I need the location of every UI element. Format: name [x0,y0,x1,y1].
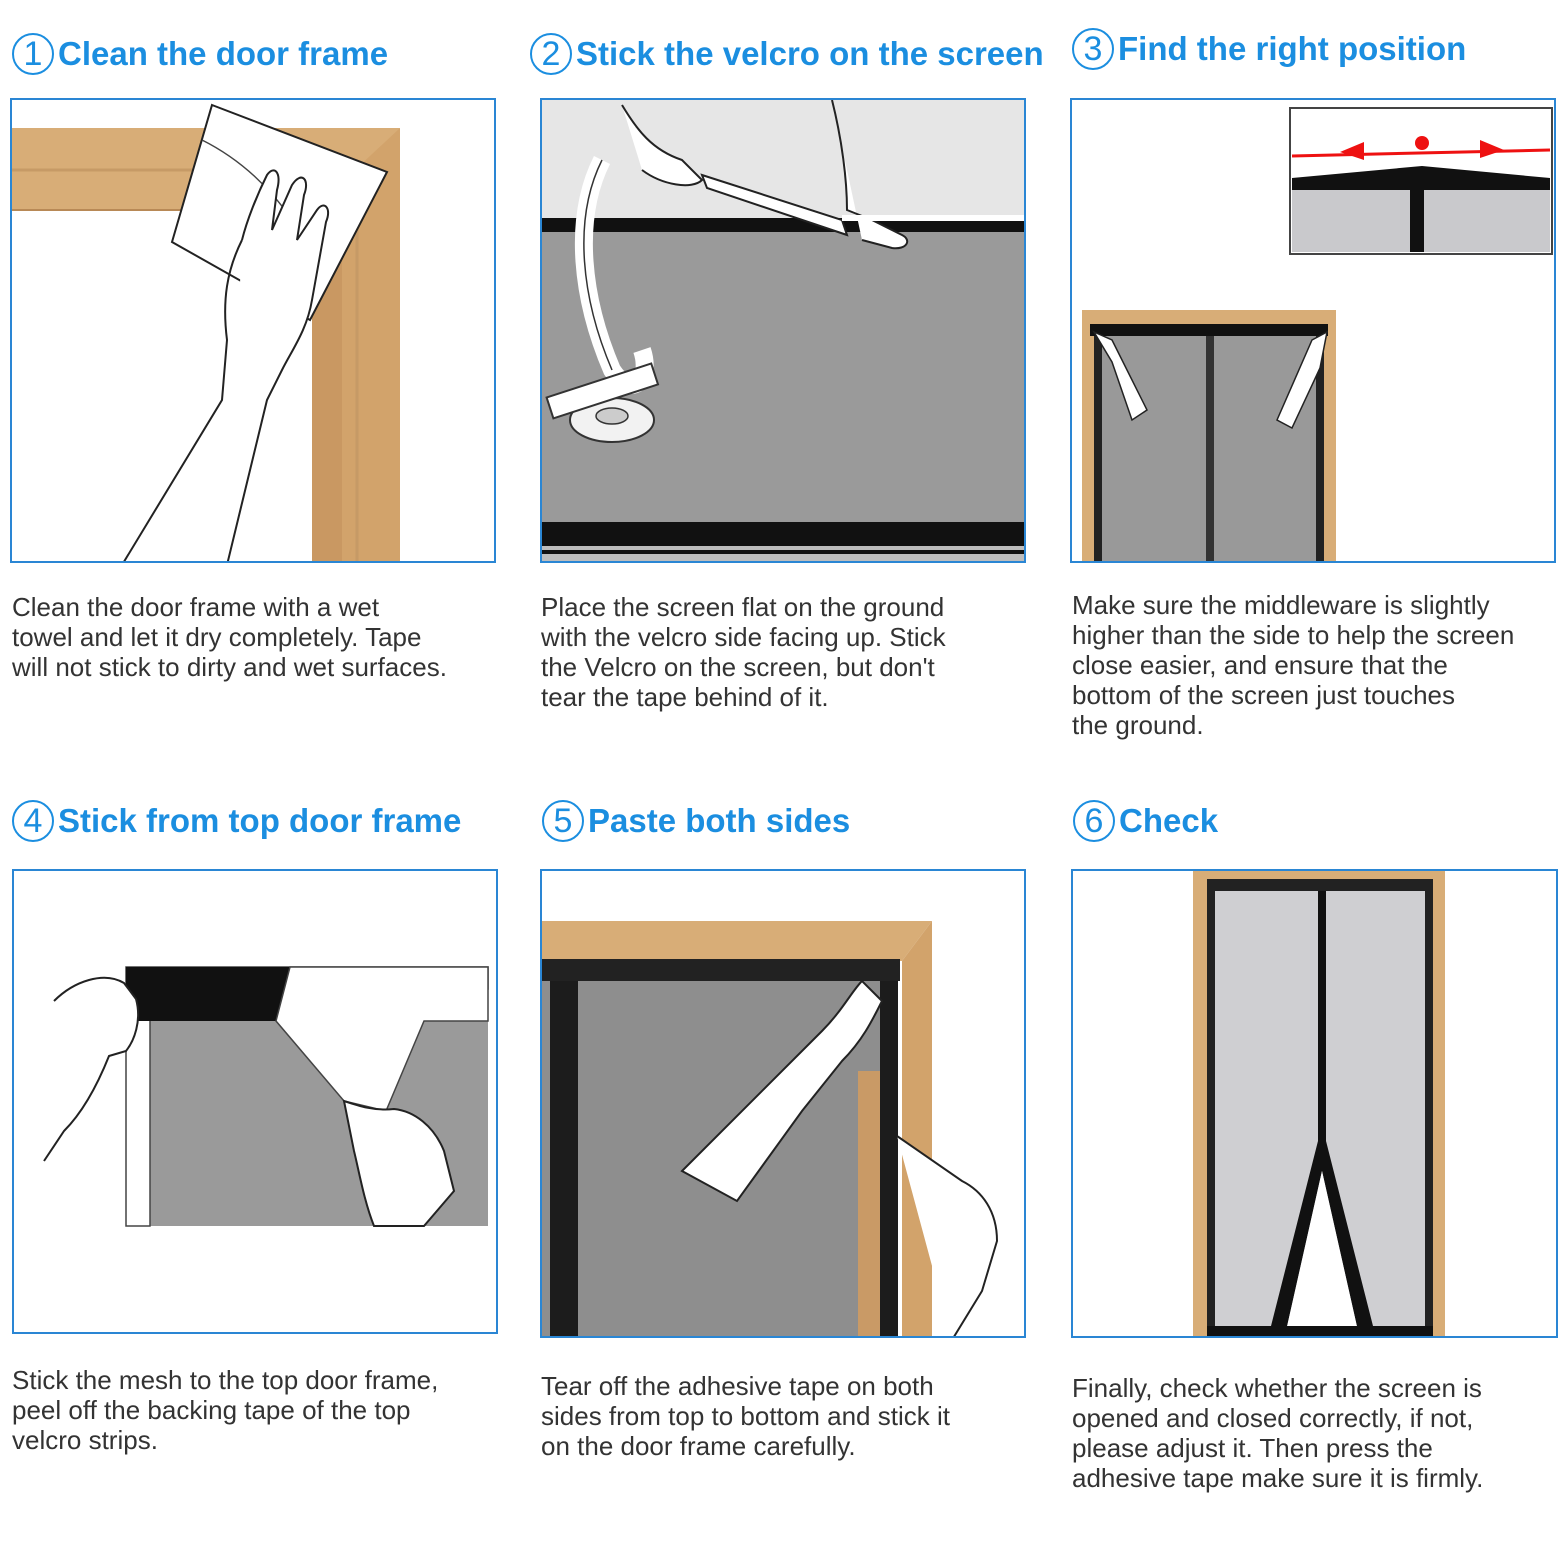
step-2-panel [540,98,1026,563]
step-6-panel [1071,869,1558,1338]
step-number-badge: 6 [1073,800,1115,842]
step-4-description: Stick the mesh to the top door frame, peel off the backing tape of the top velcro strips. [12,1365,439,1455]
step-4-heading [12,800,461,842]
step-number-badge: 2 [530,33,572,75]
step-4-panel [12,869,498,1334]
step-1-panel [10,98,496,563]
velcro-on-screen-illustration [542,100,1026,563]
step-3-heading [1072,28,1466,70]
step-1-description: Clean the door frame with a wet towel and let it dry completely. Tape will not stick to dirty and wet surfaces. [12,592,447,682]
step-5-panel [540,869,1026,1338]
step-3-description: Make sure the middleware is slightly higher than the side to help the screen close easier, and ensure that the bottom of the screen just touches the ground. [1072,590,1515,740]
step-5-heading [542,800,850,842]
step-1-heading [12,33,388,75]
step-6-heading [1073,800,1218,842]
step-number-badge: 1 [12,33,54,75]
position-screen-illustration [1072,100,1556,563]
step-number-badge: 4 [12,800,54,842]
peel-backing-tape-illustration [14,871,498,1334]
step-number-badge: 3 [1072,28,1114,70]
step-title: Check [1119,802,1219,839]
step-2-heading [530,33,1044,75]
step-6-description: Finally, check whether the screen is opened and closed correctly, if not, please adjust it. Then press the adhesive tape make sure it is firmly. [1072,1373,1484,1493]
step-number-badge: 5 [542,800,584,842]
step-title: Find the right position [1118,30,1467,67]
step-2-description: Place the screen flat on the ground with the velcro side facing up. Stick the Velcro on the screen, but don't tear the tape behind of it. [541,592,946,712]
step-title: Clean the door frame [58,35,389,72]
step-title: Stick the velcro on the screen [576,35,1044,72]
step-title: Stick from top door frame [58,802,462,839]
paste-sides-illustration [542,871,1026,1338]
step-3-panel [1070,98,1556,563]
closed-screen-door-illustration [1073,871,1558,1338]
step-5-description: Tear off the adhesive tape on both sides from top to bottom and stick it on the door frame carefully. [541,1371,950,1461]
hand-wiping-frame-illustration [12,100,496,563]
step-title: Paste both sides [588,802,851,839]
